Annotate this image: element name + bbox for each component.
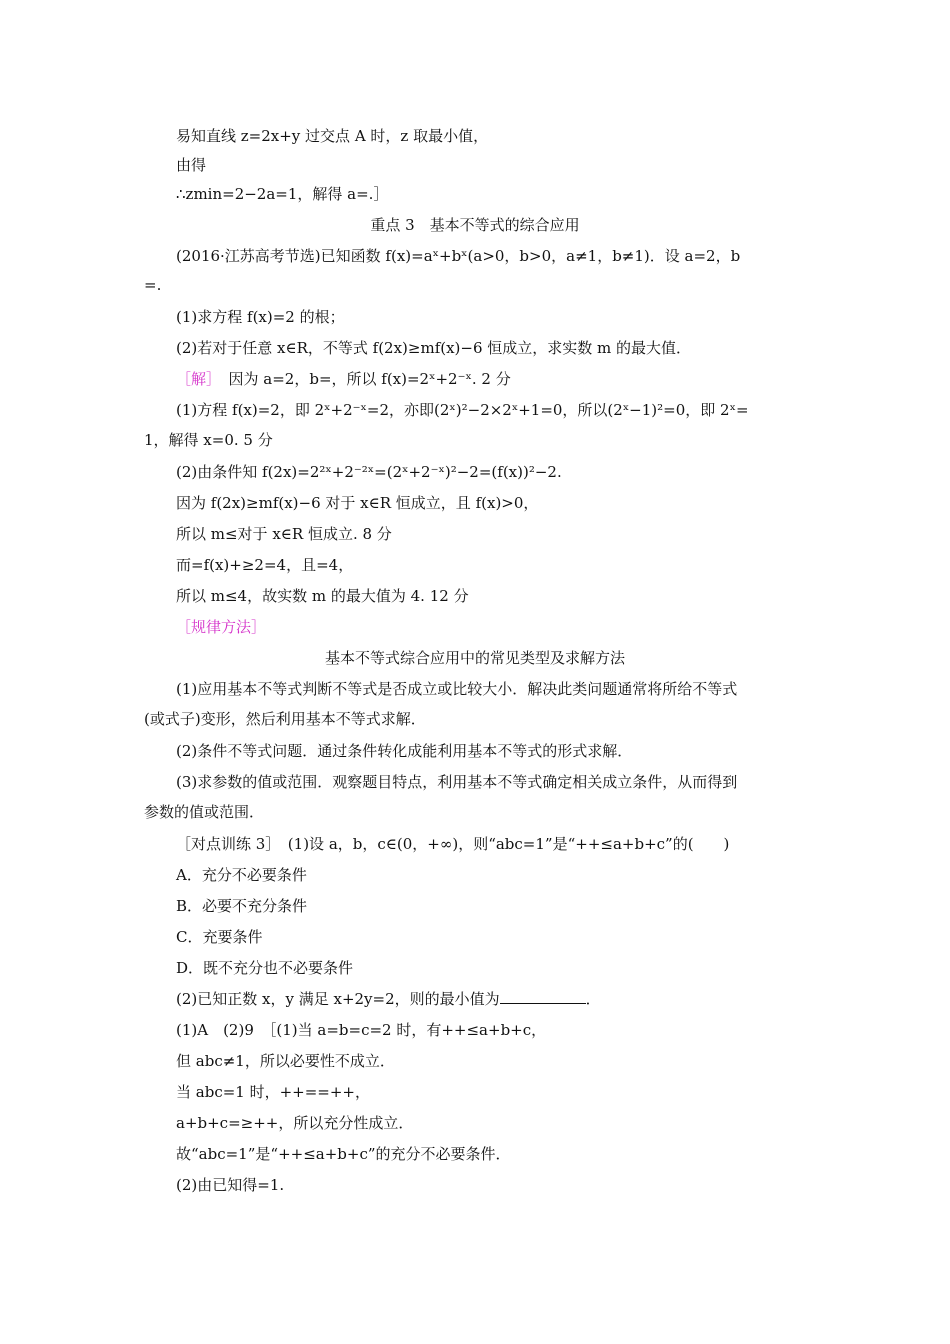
option-b: B．必要不充分条件: [176, 897, 308, 915]
method-line: (1)应用基本不等式判断不等式是否成立或比较大小．解决此类问题通常将所给不等式: [176, 680, 738, 698]
method-line: (或式子)变形，然后利用基本不等式求解．: [144, 710, 426, 728]
question-1: (1)求方程 f(x)=2 的根；: [176, 308, 345, 326]
option-c: C．充要条件: [176, 928, 263, 946]
solution-text: 因为 a=2，b=，所以 f(x)=2ˣ+2⁻ˣ. 2 分: [213, 370, 511, 388]
question-2-text: (2)已知正数 x，y 满足 x+2y=2，则的最小值为: [176, 990, 500, 1008]
method-tag: ［规律方法］: [176, 618, 267, 636]
answer-blank: [500, 988, 586, 1004]
method-line: (3)求参数的值或范围．观察题目特点，利用基本不等式确定相关成立条件，从而得到: [176, 773, 738, 791]
solution-line: 所以 m≤4，故实数 m 的最大值为 4. 12 分: [176, 587, 469, 605]
solution-line: 所以 m≤对于 x∈R 恒成立. 8 分: [176, 525, 392, 543]
option-d: D．既不充分也不必要条件: [176, 959, 354, 977]
answer-line: a+b+c=≥++，所以充分性成立．: [176, 1114, 414, 1132]
solution-intro: [176, 368, 838, 390]
question-2: (2)若对于任意 x∈R，不等式 f(2x)≥mf(x)−6 恒成立，求实数 m 的最大值．: [176, 339, 692, 357]
solution-tag: ［解］: [176, 370, 214, 388]
answer-line: 当 abc=1 时，++==++，: [176, 1083, 371, 1101]
solution-line: 1，解得 x=0. 5 分: [144, 431, 273, 449]
problem-statement: (2016·江苏高考节选)已知函数 f(x)=aˣ+bˣ(a>0，b>0，a≠1，b≠1)．设 a=2，b: [176, 247, 741, 265]
solution-line: (2)由条件知 f(2x)=2²ˣ+2⁻²ˣ=(2ˣ+2⁻ˣ)²−2=(f(x))²−2.: [176, 463, 562, 481]
text-line: 由得: [176, 156, 207, 174]
text-line: ∴zmin=2−2a=1，解得 a=.］: [176, 185, 389, 203]
text-line: 易知直线 z=2x+y 过交点 A 时，z 取最小值，: [176, 127, 489, 145]
question-2-end: ．: [585, 990, 601, 1008]
solution-line: (1)方程 f(x)=2，即 2ˣ+2⁻ˣ=2，亦即(2ˣ)²−2×2ˣ+1=0，所以(2ˣ−1)²=0，即 2ˣ=: [176, 401, 749, 419]
answer-line: 故“abc=1”是“++≤a+b+c”的充分不必要条件．: [176, 1145, 511, 1163]
problem-statement-cont: =.: [144, 276, 162, 294]
method-line: 参数的值或范围．: [144, 803, 265, 821]
option-a: A．充分不必要条件: [176, 866, 307, 884]
method-title: 基本不等式综合应用中的常见类型及求解方法: [324, 649, 625, 667]
answer-line: (2)由已知得=1.: [176, 1176, 285, 1194]
training-question-2: [176, 988, 838, 1010]
answer-line: 但 abc≠1，所以必要性不成立．: [176, 1052, 395, 1070]
solution-line: 因为 f(2x)≥mf(x)−6 对于 x∈R 恒成立，且 f(x)>0，: [176, 494, 539, 512]
training-question: ［对点训练 3］ (1)设 a，b，c∈(0，+∞)，则“abc=1”是“++≤a+b+c”的( ): [176, 835, 730, 853]
section-heading: 重点 3 基本不等式的综合应用: [370, 216, 580, 234]
answer-line: (1)A (2)9 ［(1)当 a=b=c=2 时，有++≤a+b+c，: [176, 1021, 547, 1039]
method-line: (2)条件不等式问题．通过条件转化成能利用基本不等式的形式求解．: [176, 742, 633, 760]
solution-line: 而=f(x)+≥2=4，且=4，: [176, 556, 354, 574]
